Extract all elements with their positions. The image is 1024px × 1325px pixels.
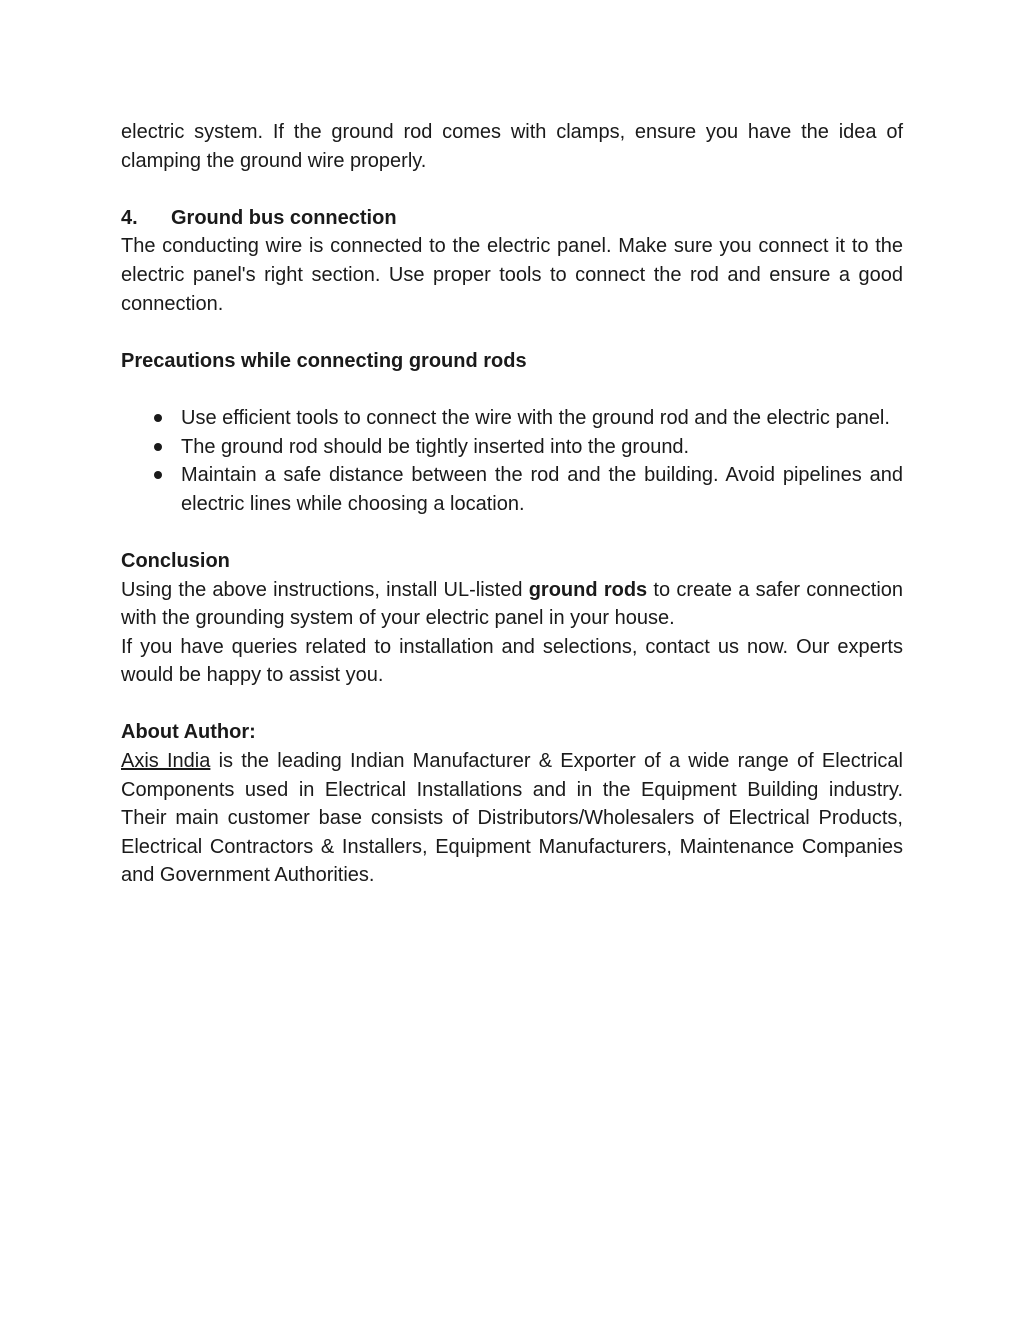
section-body: The conducting wire is connected to the electric panel. Make sure you connect it to the electric panel's right section. Use proper tools to connect the rod and ensure a good connection.: [121, 235, 903, 315]
section-title: Ground bus connection: [171, 206, 397, 229]
conclusion-text-end: to create a safer connection with the grounding system of your electric panel in your house.: [121, 578, 904, 630]
conclusion-text-start: Using the above instructions, install UL-listed: [121, 578, 529, 601]
about-heading: About Author:: [121, 721, 256, 744]
about-paragraph: [121, 747, 903, 890]
precautions-list: [121, 404, 903, 518]
intro-paragraph: electric system. If the ground rod comes with clamps, ensure you have the idea of clamping the ground wire properly.: [121, 121, 903, 172]
conclusion-paragraph: [121, 576, 903, 633]
precautions-heading: Precautions while connecting ground rods: [121, 349, 527, 372]
section-heading: [121, 204, 903, 233]
list-item: Use efficient tools to connect the wire with the ground rod and the electric panel.: [181, 404, 903, 433]
list-item: The ground rod should be tightly inserted into the ground.: [181, 433, 903, 462]
section-number: 4.: [121, 206, 138, 229]
about-text: is the leading Indian Manufacturer & Exporter of a wide range of Electrical Components used in Electrical Installations and in the Equipment Building industry. Their main customer base consists of Distributors/Wholesalers of Electrical Products, Electrical Contractors & Installers, Equipment Manufacturers, Maintenance Companies and Government Authorities.: [121, 750, 903, 887]
conclusion-keyword: ground rods: [528, 578, 648, 601]
contact-paragraph: If you have queries related to installation and selections, contact us now. Our experts would be happy to assist you.: [121, 635, 903, 687]
list-item: Maintain a safe distance between the rod and the building. Avoid pipelines and electric lines while choosing a location.: [181, 461, 903, 518]
conclusion-heading: Conclusion: [121, 549, 230, 572]
document-page: [121, 118, 903, 890]
author-link[interactable]: Axis India: [121, 750, 211, 773]
